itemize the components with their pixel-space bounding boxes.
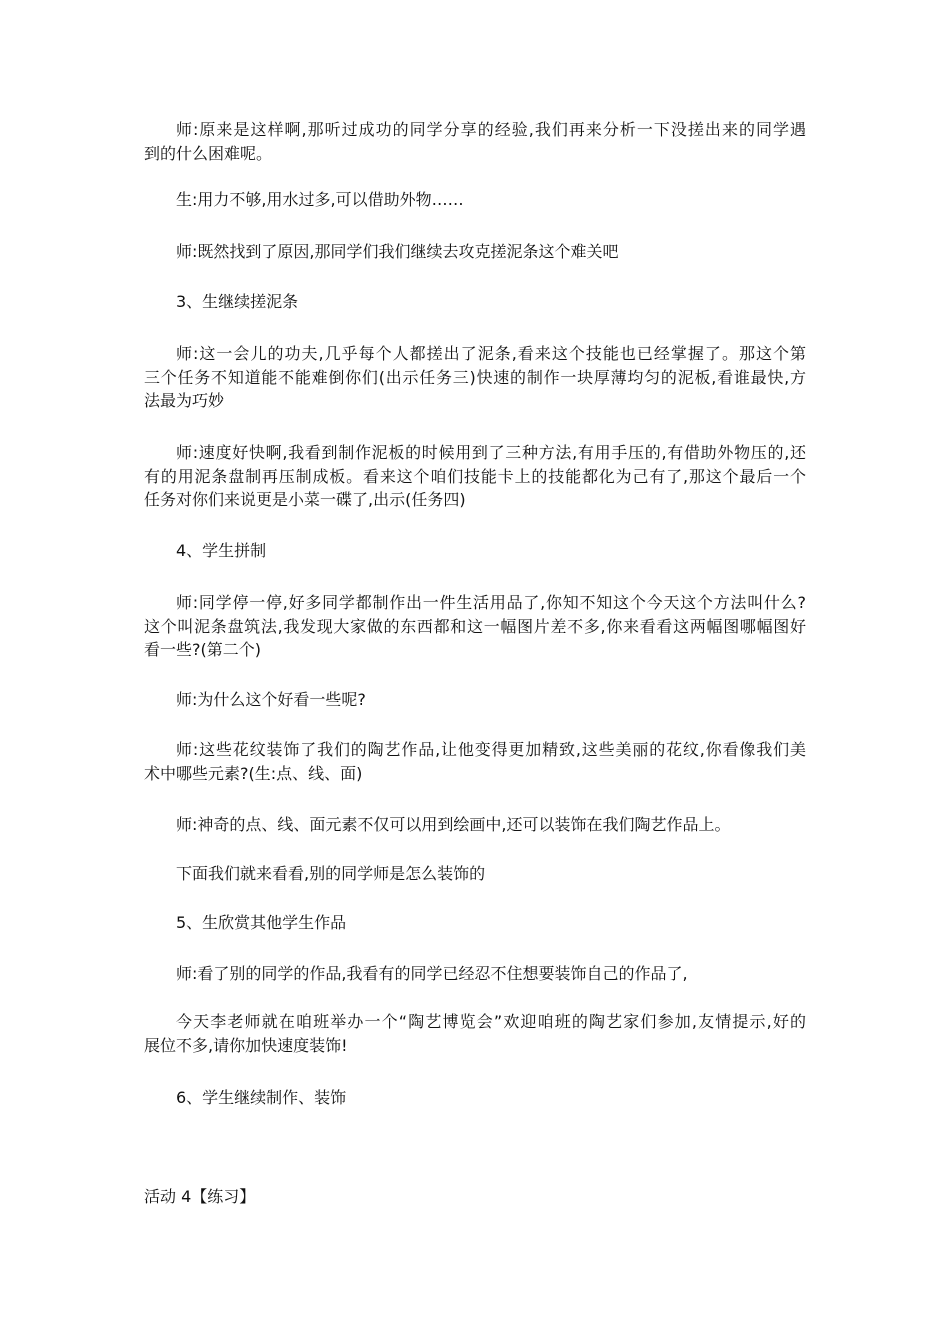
text-line: 看一些?(第二个) bbox=[144, 640, 261, 659]
text-line: 师:这些花纹装饰了我们的陶艺作品,让他变得更加精致,这些美丽的花纹,你看像我们美 bbox=[176, 740, 806, 759]
paragraph bbox=[144, 342, 806, 413]
section-heading bbox=[144, 539, 806, 563]
text-line: 师:神奇的点、线、面元素不仅可以用到绘画中,还可以装饰在我们陶艺作品上。 bbox=[176, 815, 731, 834]
text-line: 师:既然找到了原因,那同学们我们继续去攻克搓泥条这个难关吧 bbox=[176, 242, 619, 261]
paragraph bbox=[144, 441, 806, 512]
text-line: 三个任务不知道能不能难倒你们(出示任务三)快速的制作一块厚薄均匀的泥板,看谁最快,方 bbox=[144, 367, 806, 387]
text-line: 3、生继续搓泥条 bbox=[176, 292, 299, 311]
text-line: 任务对你们来说更是小菜一碟了,出示(任务四) bbox=[144, 490, 466, 509]
paragraph bbox=[144, 188, 806, 212]
paragraph bbox=[144, 862, 806, 886]
text-line: 今天李老师就在咱班举办一个“陶艺博览会”欢迎咱班的陶艺家们参加,友情提示,好的 bbox=[176, 1012, 806, 1031]
paragraph bbox=[144, 688, 806, 712]
section-heading bbox=[144, 1086, 806, 1110]
text-line: 师:这一会儿的功夫,几乎每个人都搓出了泥条,看来这个技能也已经掌握了。那这个第 bbox=[176, 344, 806, 363]
paragraph bbox=[144, 962, 806, 986]
text-line: 生:用力不够,用水过多,可以借助外物…… bbox=[176, 190, 464, 209]
text-line: 5、生欣赏其他学生作品 bbox=[176, 913, 347, 932]
text-line: 师:看了别的同学的作品,我看有的同学已经忍不住想要装饰自己的作品了, bbox=[176, 964, 688, 983]
text-line: 师:原来是这样啊,那听过成功的同学分享的经验,我们再来分析一下没搓出来的同学遇 bbox=[176, 120, 806, 139]
text-line: 这个叫泥条盘筑法,我发现大家做的东西都和这一幅图片差不多,你来看看这两幅图哪幅图好 bbox=[144, 616, 806, 636]
text-line: 有的用泥条盘制再压制成板。看来这个咱们技能卡上的技能都化为己有了,那这个最后一个 bbox=[144, 466, 806, 486]
section-heading bbox=[144, 290, 806, 314]
text-line: 师:同学停一停,好多同学都制作出一件生活用品了,你知不知这个今天这个方法叫什么? bbox=[176, 593, 806, 612]
text-line: 到的什么困难呢。 bbox=[144, 143, 273, 163]
paragraph bbox=[144, 591, 806, 662]
text-line: 术中哪些元素?(生:点、线、面) bbox=[144, 763, 363, 783]
paragraph bbox=[144, 118, 806, 165]
paragraph bbox=[144, 240, 806, 264]
text-line: 师:速度好快啊,我看到制作泥板的时候用到了三种方法,有用手压的,有借助外物压的,还 bbox=[176, 443, 806, 462]
text-line: 活动 4【练习】 bbox=[144, 1187, 256, 1206]
text-line: 下面我们就来看看,别的同学师是怎么装饰的 bbox=[176, 864, 486, 883]
text-line: 4、学生拼制 bbox=[176, 541, 267, 560]
text-line: 6、学生继续制作、装饰 bbox=[176, 1088, 347, 1107]
activity-heading bbox=[144, 1185, 806, 1209]
paragraph bbox=[144, 738, 806, 785]
text-line: 展位不多,请你加快速度装饰! bbox=[144, 1035, 348, 1055]
text-line: 法最为巧妙 bbox=[144, 391, 225, 410]
paragraph bbox=[144, 1010, 806, 1057]
paragraph bbox=[144, 813, 806, 837]
section-heading bbox=[144, 911, 806, 935]
text-line: 师:为什么这个好看一些呢? bbox=[176, 690, 366, 709]
